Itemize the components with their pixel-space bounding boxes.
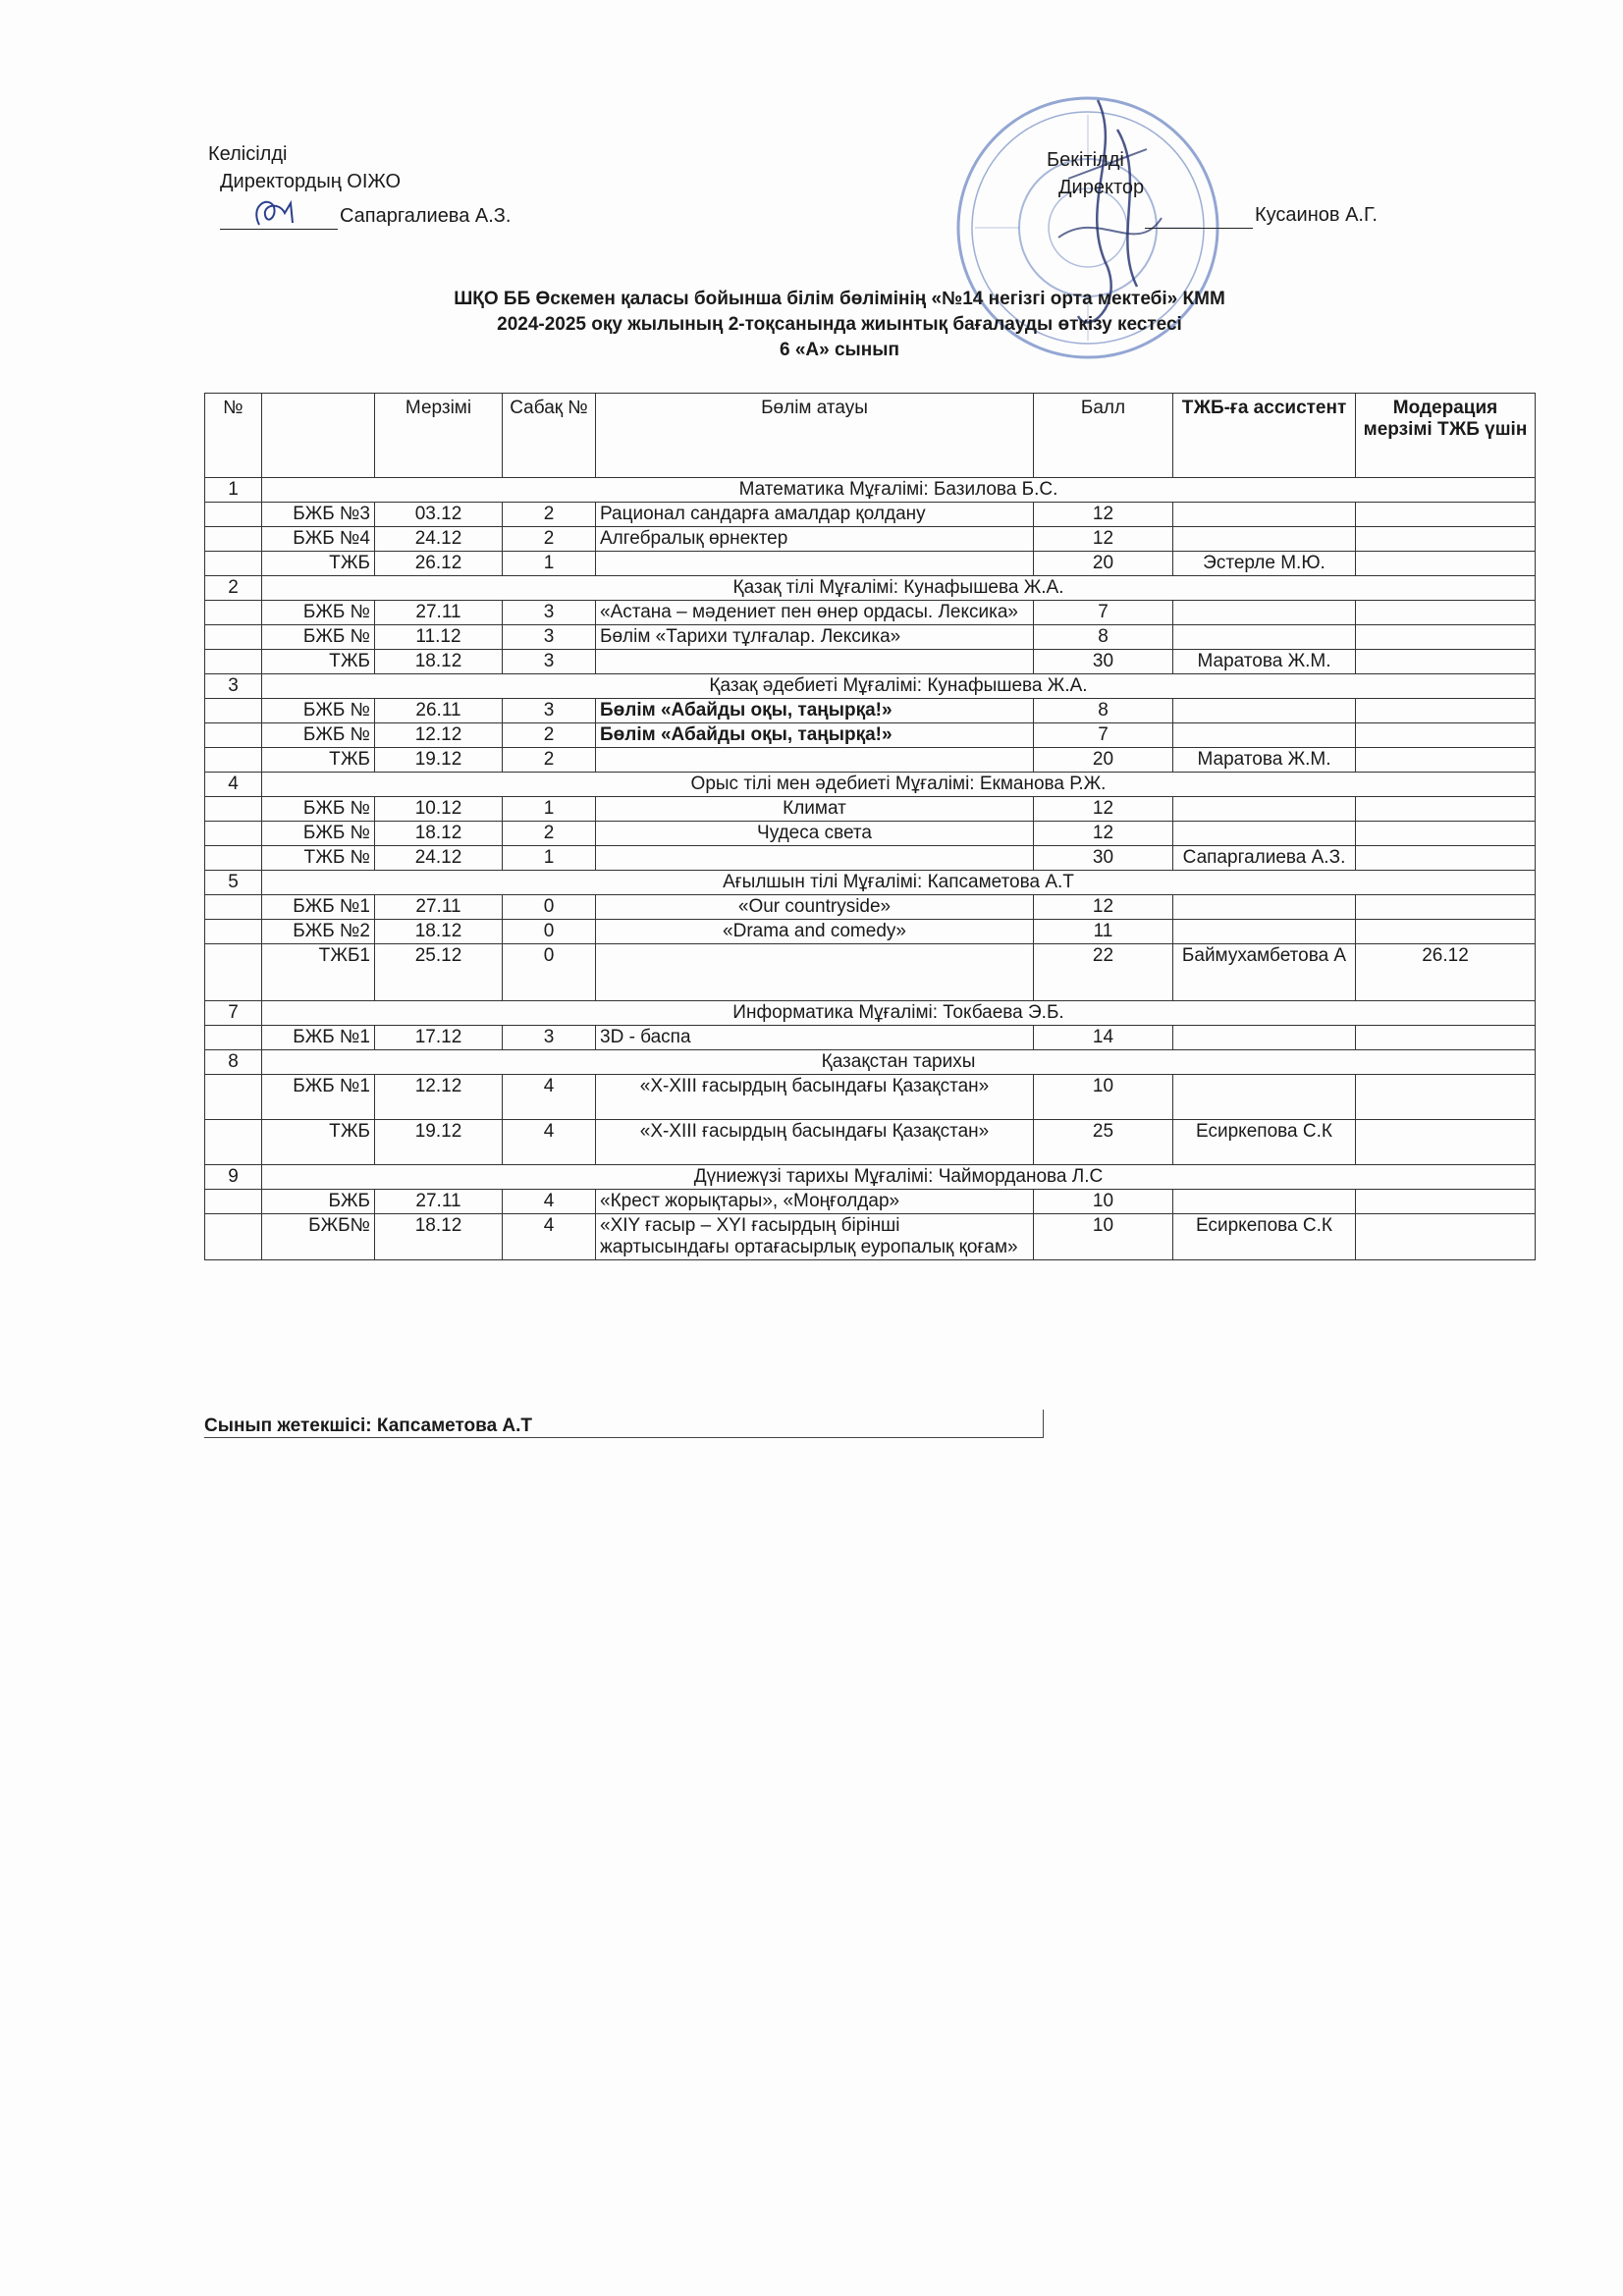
score-value: 20 [1034, 748, 1173, 773]
score-value: 10 [1034, 1190, 1173, 1214]
assistant-name: Баймухамбетова А [1173, 944, 1356, 1001]
header-section: Бөлім атауы [596, 394, 1034, 478]
assistant-name [1173, 723, 1356, 748]
subject-title: Информатика Мұғалімі: Токбаева Э.Б. [262, 1001, 1536, 1026]
lesson-number: 1 [503, 846, 596, 871]
score-value: 20 [1034, 552, 1173, 576]
assessment-row [205, 797, 1536, 822]
subject-number: 7 [205, 1001, 262, 1026]
assessment-date: 26.12 [375, 552, 503, 576]
section-title: Алгебралық өрнектер [596, 527, 1034, 552]
row-spacer-cell [205, 527, 262, 552]
assistant-name [1173, 625, 1356, 650]
score-value: 7 [1034, 723, 1173, 748]
assessment-type: БЖБ №2 [262, 920, 375, 944]
assessment-date: 26.11 [375, 699, 503, 723]
subject-header-row [205, 1050, 1536, 1075]
moderation-date [1356, 1026, 1536, 1050]
assessment-row [205, 552, 1536, 576]
subject-number: 8 [205, 1050, 262, 1075]
assistant-name [1173, 1190, 1356, 1214]
assessment-type: БЖБ № [262, 797, 375, 822]
subject-number: 5 [205, 871, 262, 895]
assessment-type: БЖБ № [262, 822, 375, 846]
lesson-number: 1 [503, 552, 596, 576]
assessment-date: 27.11 [375, 895, 503, 920]
section-title: «Астана – мәдениет пен өнер ордасы. Лексика» [596, 601, 1034, 625]
assessment-schedule-table [204, 393, 1536, 1260]
assessment-row [205, 822, 1536, 846]
subject-header-row [205, 871, 1536, 895]
assessment-type: БЖБ № [262, 625, 375, 650]
subject-title: Қазақстан тарихы [262, 1050, 1536, 1075]
assessment-row [205, 920, 1536, 944]
section-title: Климат [596, 797, 1034, 822]
assessment-type: ТЖБ [262, 552, 375, 576]
assessment-date: 27.11 [375, 1190, 503, 1214]
subject-header-row [205, 478, 1536, 503]
document-title [206, 287, 1473, 363]
row-spacer-cell [205, 1120, 262, 1165]
section-title: «Drama and comedy» [596, 920, 1034, 944]
moderation-date [1356, 748, 1536, 773]
table-header-row [205, 394, 1536, 478]
agreed-label: Келісілді [208, 143, 288, 165]
assessment-date: 11.12 [375, 625, 503, 650]
deputy-director-label: Директордың ОІЖО [220, 171, 402, 192]
assistant-name [1173, 527, 1356, 552]
lesson-number: 2 [503, 527, 596, 552]
lesson-number: 4 [503, 1190, 596, 1214]
lesson-number: 2 [503, 503, 596, 527]
lesson-number: 4 [503, 1214, 596, 1260]
moderation-date [1356, 723, 1536, 748]
assessment-type: БЖБ №1 [262, 1026, 375, 1050]
assessment-type: ТЖБ1 [262, 944, 375, 1001]
row-spacer-cell [205, 895, 262, 920]
row-spacer-cell [205, 846, 262, 871]
lesson-number: 2 [503, 723, 596, 748]
assistant-name [1173, 1026, 1356, 1050]
score-value: 12 [1034, 503, 1173, 527]
approval-right-block [1047, 146, 1378, 229]
row-spacer-cell [205, 1026, 262, 1050]
assessment-row [205, 723, 1536, 748]
moderation-date [1356, 846, 1536, 871]
score-value: 12 [1034, 895, 1173, 920]
lesson-number: 4 [503, 1120, 596, 1165]
moderation-date [1356, 1075, 1536, 1120]
assessment-date: 03.12 [375, 503, 503, 527]
lesson-number: 0 [503, 920, 596, 944]
lesson-number: 2 [503, 748, 596, 773]
assessment-type: БЖБ № [262, 723, 375, 748]
assessment-row [205, 748, 1536, 773]
assessment-row [205, 503, 1536, 527]
assessment-row [205, 1190, 1536, 1214]
moderation-date [1356, 895, 1536, 920]
director-signature-line [1047, 201, 1378, 229]
row-spacer-cell [205, 723, 262, 748]
header-date: Мерзімі [375, 394, 503, 478]
section-title: 3D - баспа [596, 1026, 1034, 1050]
assessment-date: 18.12 [375, 822, 503, 846]
assessment-type: БЖБ №1 [262, 1075, 375, 1120]
subject-header-row [205, 576, 1536, 601]
assistant-name: Маратова Ж.М. [1173, 650, 1356, 674]
section-title: Бөлім «Тарихи тұлғалар. Лексика» [596, 625, 1034, 650]
header-moderation: Модерация мерзімі ТЖБ үшін [1356, 394, 1536, 478]
class-teacher-footer [204, 1415, 1044, 1438]
assessment-date: 24.12 [375, 527, 503, 552]
row-spacer-cell [205, 699, 262, 723]
moderation-date [1356, 1120, 1536, 1165]
assistant-name: Есиркепова С.К [1173, 1120, 1356, 1165]
assessment-type: БЖБ № [262, 601, 375, 625]
header-num: № [205, 394, 262, 478]
section-title: Рационал сандарға амалдар қолдану [596, 503, 1034, 527]
assessment-date: 12.12 [375, 723, 503, 748]
assessment-date: 19.12 [375, 748, 503, 773]
deputy-signature-line [208, 195, 511, 230]
title-line-3: 6 «А» сынып [780, 340, 899, 360]
row-spacer-cell [205, 503, 262, 527]
assessment-type: ТЖБ № [262, 846, 375, 871]
section-title [596, 748, 1034, 773]
score-value: 22 [1034, 944, 1173, 1001]
row-spacer-cell [205, 797, 262, 822]
assessment-row [205, 699, 1536, 723]
subject-number: 3 [205, 674, 262, 699]
approved-label: Бекітілді [1047, 149, 1124, 171]
row-spacer-cell [205, 1075, 262, 1120]
assistant-name [1173, 822, 1356, 846]
score-value: 7 [1034, 601, 1173, 625]
moderation-date [1356, 503, 1536, 527]
title-line-2: 2024-2025 оқу жылының 2-тоқсанында жиынтық бағалауды өткізу кестесі [497, 314, 1182, 335]
assessment-date: 10.12 [375, 797, 503, 822]
score-value: 10 [1034, 1075, 1173, 1120]
assessment-row [205, 895, 1536, 920]
row-spacer-cell [205, 552, 262, 576]
class-teacher-label: Сынып жетекшісі: Капсаметова А.Т [204, 1415, 533, 1436]
lesson-number: 3 [503, 650, 596, 674]
title-line-1: ШҚО ББ Өскемен қаласы бойынша білім бөлімінің «№14 негізгі орта мектебі» КММ [454, 289, 1225, 309]
moderation-date [1356, 822, 1536, 846]
subject-header-row [205, 674, 1536, 699]
lesson-number: 3 [503, 699, 596, 723]
section-title [596, 846, 1034, 871]
assistant-name [1173, 797, 1356, 822]
section-title [596, 650, 1034, 674]
assessment-date: 27.11 [375, 601, 503, 625]
lesson-number: 1 [503, 797, 596, 822]
row-spacer-cell [205, 920, 262, 944]
section-title: Бөлім «Абайды оқы, таңырқа!» [596, 723, 1034, 748]
subject-title: Дүниежүзі тарихы Мұғалімі: Чайморданова Л.С [262, 1165, 1536, 1190]
assessment-type: БЖБ №4 [262, 527, 375, 552]
assessment-row [205, 1120, 1536, 1165]
assistant-name: Эстерле М.Ю. [1173, 552, 1356, 576]
assessment-date: 24.12 [375, 846, 503, 871]
score-value: 14 [1034, 1026, 1173, 1050]
header-blank [262, 394, 375, 478]
assessment-row [205, 527, 1536, 552]
assessment-type: БЖБ №3 [262, 503, 375, 527]
row-spacer-cell [205, 748, 262, 773]
row-spacer-cell [205, 601, 262, 625]
assessment-type: БЖБ№ [262, 1214, 375, 1260]
assessment-type: БЖБ [262, 1190, 375, 1214]
row-spacer-cell [205, 944, 262, 1001]
assessment-date: 18.12 [375, 920, 503, 944]
moderation-date [1356, 625, 1536, 650]
assessment-type: ТЖБ [262, 748, 375, 773]
assistant-name [1173, 1075, 1356, 1120]
director-name: Кусаинов А.Г. [1255, 204, 1378, 226]
subject-title: Қазақ әдебиеті Мұғалімі: Кунафышева Ж.А. [262, 674, 1536, 699]
moderation-date [1356, 650, 1536, 674]
assistant-name: Сапаргалиева А.З. [1173, 846, 1356, 871]
score-value: 12 [1034, 822, 1173, 846]
subject-title: Орыс тілі мен әдебиеті Мұғалімі: Екманова Р.Ж. [262, 773, 1536, 797]
header-lesson: Сабақ № [503, 394, 596, 478]
moderation-date [1356, 699, 1536, 723]
deputy-signature-scribble [220, 195, 328, 229]
row-spacer-cell [205, 1190, 262, 1214]
assessment-row [205, 1075, 1536, 1120]
footer-divider [1043, 1410, 1044, 1437]
section-title: «Х-ХІІІ ғасырдың басындағы Қазақстан» [596, 1075, 1034, 1120]
subject-title: Математика Мұғалімі: Базилова Б.С. [262, 478, 1536, 503]
header-assistant: ТЖБ-ға ассистент [1173, 394, 1356, 478]
moderation-date: 26.12 [1356, 944, 1536, 1001]
lesson-number: 0 [503, 895, 596, 920]
assessment-type: БЖБ №1 [262, 895, 375, 920]
deputy-name: Сапаргалиева А.З. [340, 205, 512, 227]
assessment-type: БЖБ № [262, 699, 375, 723]
subject-title: Қазақ тілі Мұғалімі: Кунафышева Ж.А. [262, 576, 1536, 601]
lesson-number: 2 [503, 822, 596, 846]
subject-header-row [205, 773, 1536, 797]
subject-number: 2 [205, 576, 262, 601]
moderation-date [1356, 1214, 1536, 1260]
assessment-row [205, 1026, 1536, 1050]
section-title: «Крест жорықтары», «Моңғолдар» [596, 1190, 1034, 1214]
score-value: 30 [1034, 846, 1173, 871]
assistant-name [1173, 699, 1356, 723]
signature-line [1145, 228, 1253, 229]
row-spacer-cell [205, 625, 262, 650]
row-spacer-cell [205, 822, 262, 846]
moderation-date [1356, 920, 1536, 944]
lesson-number: 0 [503, 944, 596, 1001]
score-value: 25 [1034, 1120, 1173, 1165]
assistant-name [1173, 895, 1356, 920]
section-title [596, 944, 1034, 1001]
assistant-name: Маратова Ж.М. [1173, 748, 1356, 773]
lesson-number: 3 [503, 1026, 596, 1050]
assessment-date: 18.12 [375, 1214, 503, 1260]
lesson-number: 3 [503, 625, 596, 650]
assessment-date: 12.12 [375, 1075, 503, 1120]
assessment-date: 19.12 [375, 1120, 503, 1165]
signature-line [220, 195, 338, 230]
moderation-date [1356, 601, 1536, 625]
score-value: 30 [1034, 650, 1173, 674]
subject-number: 9 [205, 1165, 262, 1190]
assessment-row [205, 1214, 1536, 1260]
score-value: 8 [1034, 625, 1173, 650]
assessment-row [205, 625, 1536, 650]
score-value: 8 [1034, 699, 1173, 723]
subject-number: 1 [205, 478, 262, 503]
score-value: 12 [1034, 527, 1173, 552]
section-title: «Х-ХІІІ ғасырдың басындағы Қазақстан» [596, 1120, 1034, 1165]
assessment-type: ТЖБ [262, 650, 375, 674]
assessment-row [205, 601, 1536, 625]
lesson-number: 3 [503, 601, 596, 625]
moderation-date [1356, 552, 1536, 576]
score-value: 11 [1034, 920, 1173, 944]
subject-header-row [205, 1001, 1536, 1026]
header-score: Балл [1034, 394, 1173, 478]
row-spacer-cell [205, 650, 262, 674]
subject-header-row [205, 1165, 1536, 1190]
moderation-date [1356, 797, 1536, 822]
table-body [205, 478, 1536, 1260]
section-title: Бөлім «Абайды оқы, таңырқа!» [596, 699, 1034, 723]
section-title: «Our countryside» [596, 895, 1034, 920]
assistant-name [1173, 601, 1356, 625]
approval-left-block [208, 140, 511, 230]
assistant-name [1173, 920, 1356, 944]
score-value: 12 [1034, 797, 1173, 822]
section-title: Чудеса света [596, 822, 1034, 846]
score-value: 10 [1034, 1214, 1173, 1260]
moderation-date [1356, 1190, 1536, 1214]
assessment-date: 25.12 [375, 944, 503, 1001]
subject-number: 4 [205, 773, 262, 797]
director-label: Директор [1058, 177, 1145, 198]
assessment-date: 17.12 [375, 1026, 503, 1050]
assessment-row [205, 944, 1536, 1001]
section-title: «XIY ғасыр – XYI ғасырдың бірінші жартысындағы ортағасырлық еуропалық қоғам» [596, 1214, 1034, 1260]
assessment-date: 18.12 [375, 650, 503, 674]
assessment-row [205, 846, 1536, 871]
assistant-name [1173, 503, 1356, 527]
moderation-date [1356, 527, 1536, 552]
section-title [596, 552, 1034, 576]
assessment-row [205, 650, 1536, 674]
assistant-name: Есиркепова С.К [1173, 1214, 1356, 1260]
subject-title: Ағылшын тілі Мұғалімі: Капсаметова А.Т [262, 871, 1536, 895]
row-spacer-cell [205, 1214, 262, 1260]
assessment-type: ТЖБ [262, 1120, 375, 1165]
lesson-number: 4 [503, 1075, 596, 1120]
